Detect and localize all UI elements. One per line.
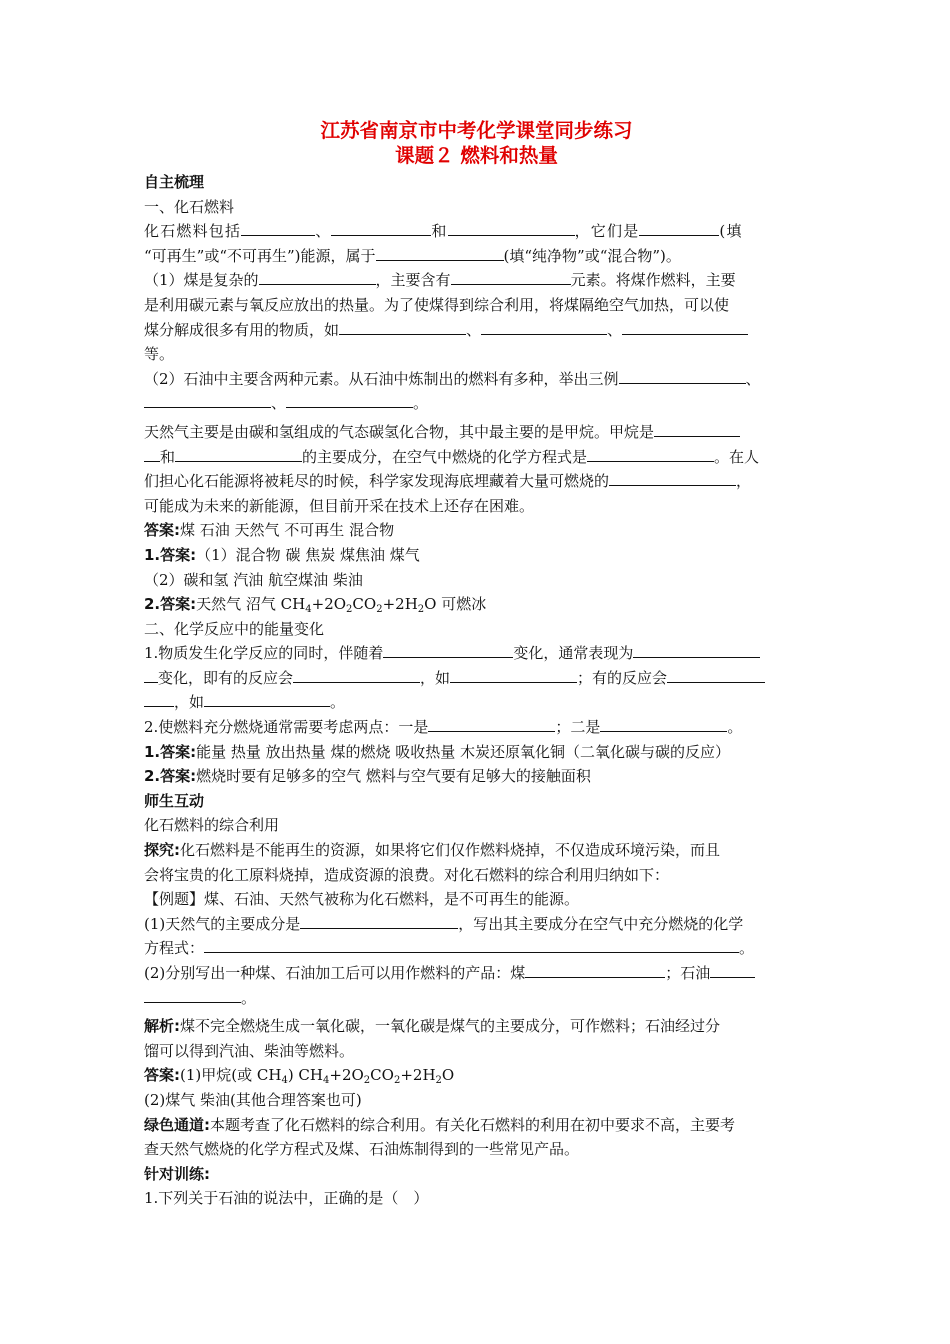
example-question: 【例题】煤、石油、天然气被称为化石燃料，是不可再生的能源。: [144, 890, 580, 909]
section-fossil-fuel: 一、化石燃料: [144, 197, 235, 216]
doc-title-line1: 江苏省南京市中考化学课堂同步练习: [320, 119, 633, 142]
training-question-1: 1.下列关于石油的说法中，正确的是（ ）: [144, 1189, 429, 1208]
document-page: [144, 118, 809, 1211]
green-channel-2: 查天然气燃烧的化学方程式及煤、石油炼制得到的一些常见产品。: [144, 1140, 580, 1159]
question-natural-gas-4: 可能成为未来的新能源，但目前开采在技术上还存在困难。: [144, 496, 535, 515]
section-heading-training: 针对训练:: [144, 1164, 210, 1183]
explore-text-2: 会将宝贵的化工原料烧掉，造成资源的浪费。对化石燃料的综合利用归纳如下：: [144, 865, 670, 884]
question-fossil-fuels: 化石燃料包括 、 和 ，它们是 (填: [144, 222, 743, 241]
answer-2-line2: （2）碳和氢 汽油 航空煤油 柴油: [144, 570, 363, 589]
answer-1: 答案:煤 石油 天然气 不可再生 混合物: [144, 521, 395, 540]
analysis-text: 解析:煤不完全燃烧生成一氧化碳，一氧化碳是煤气的主要成分，可作燃料；石油经过分: [144, 1017, 721, 1036]
explore-text: 探究:化石燃料是不能再生的资源，如果将它们仅作燃料烧掉，不仅造成环境污染，而且: [144, 841, 721, 860]
question-coal-4: 等。: [144, 345, 175, 364]
question-petroleum: （2）石油中主要含两种元素。从石油中炼制出的燃料有多种，举出三例 、: [144, 369, 761, 388]
question-energy-1-3: ，如 。: [144, 690, 809, 715]
question-energy-1: 1.物质发生化学反应的同时，伴随着 变化，通常表现为: [144, 641, 809, 666]
answer-5: 2.答案:燃烧时要有足够多的空气 燃料与空气要有足够大的接触面积: [144, 767, 591, 786]
question-coal-3: 煤分解成很多有用的物质，如 、 、: [144, 318, 809, 343]
question-natural-gas-2: 和 的主要成分，在空气中燃烧的化学方程式是 。在人: [144, 445, 809, 470]
doc-title-line2: 课题２ 燃料和热量: [395, 144, 558, 167]
question-coal: （1）煤是复杂的 ，主要含有 元素。将煤作燃料，主要: [144, 271, 736, 290]
example-sub-1: (1)天然气的主要成分是 ，写出其主要成分在空气中充分燃烧的化学: [144, 914, 744, 933]
topic-title: 化石燃料的综合利用: [144, 816, 280, 835]
green-channel: 绿色通道:本题考查了化石燃料的综合利用。有关化石燃料的利用在初中要求不高，主要考: [144, 1115, 736, 1134]
answer-6: 答案:(1)甲烷(或 $CH_4$) $CH_4+2O_2CO_2+2H_2O$: [144, 1066, 455, 1087]
analysis-text-2: 馏可以得到汽油、柴油等燃料。: [144, 1041, 355, 1060]
question-coal-2: 是利用碳元素与氧反应放出的热量。为了使煤得到综合利用，将煤隔绝空气加热，可以使: [144, 295, 730, 314]
question-fossil-fuels-2: “可再生”或“不可再生”)能源，属于 (填“纯净物”或“混合物”)。: [144, 246, 681, 265]
answer-2: 1.答案:（1）混合物 碳 焦炭 煤焦油 煤气: [144, 545, 420, 564]
section-energy-change: 二、化学反应中的能量变化: [144, 619, 325, 638]
example-sub-2: (2)分别写出一种煤、石油加工后可以用作燃料的产品：煤 ；石油: [144, 961, 809, 986]
question-petroleum-2: 、 。: [144, 391, 809, 416]
section-heading-zzsl: 自主梳理: [144, 173, 205, 191]
question-natural-gas-3: 们担心化石能源将被耗尽的时候，科学家发现海底埋藏着大量可燃烧的 ，: [144, 472, 752, 491]
question-energy-1-2: 变化，即有的反应会 ，如 ；有的反应会: [144, 666, 809, 691]
question-energy-2: 2.使燃料充分燃烧通常需要考虑两点：一是 ；二是 。: [144, 718, 743, 737]
example-sub-2-2: 。: [144, 986, 809, 1011]
question-natural-gas: 天然气主要是由碳和氢组成的气态碳氢化合物，其中最主要的是甲烷。甲烷是: [144, 420, 809, 445]
answer-3: 2.答案:天然气 沼气 $CH_4+2O_2CO_2+2H_2O$ 可燃冰: [144, 595, 487, 616]
example-sub-1-2: 方程式： 。: [144, 939, 755, 958]
answer-4: 1.答案:能量 热量 放出热量 煤的燃烧 吸收热量 木炭还原氧化铜（二氧化碳与碳的反应）: [144, 742, 730, 761]
answer-7: (2)煤气 柴油(其他合理答案也可): [144, 1090, 362, 1109]
section-heading-sshd: 师生互动: [144, 791, 205, 810]
